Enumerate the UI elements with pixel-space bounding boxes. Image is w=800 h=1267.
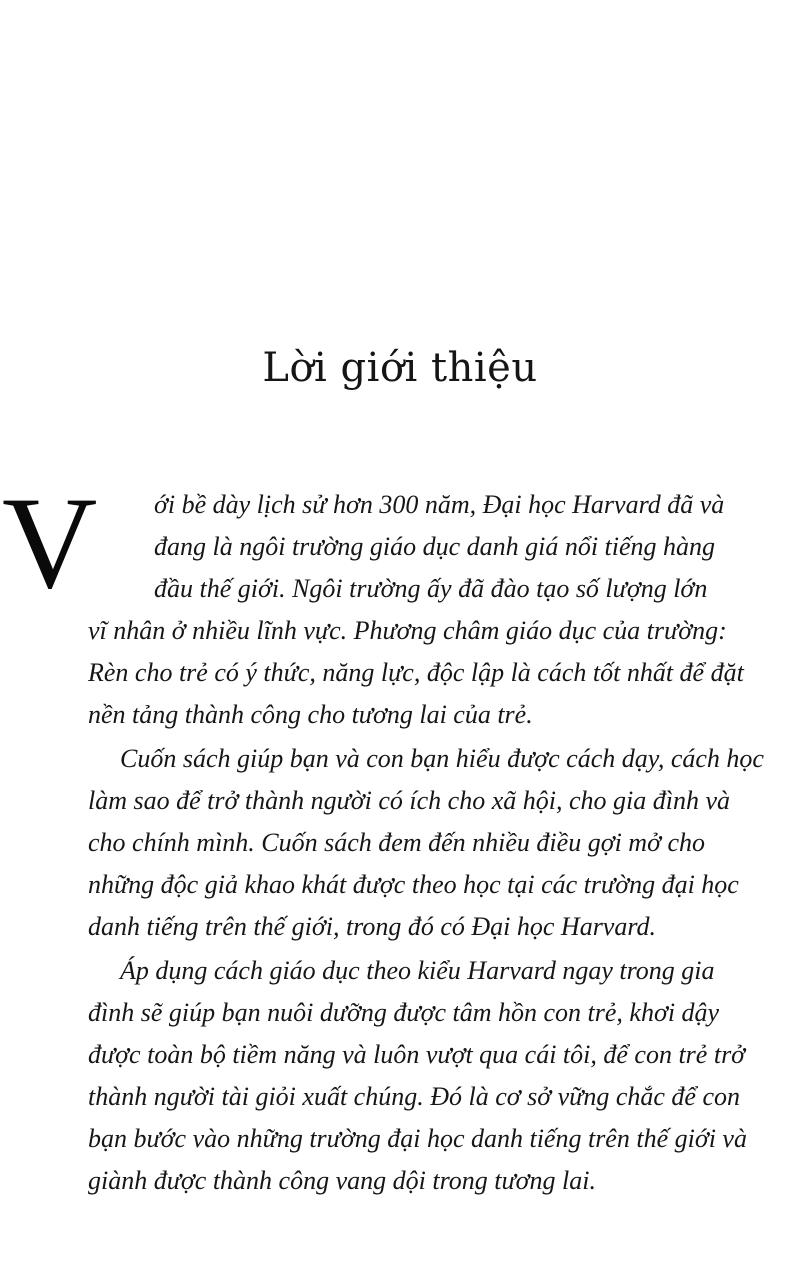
text-line: Áp dụng cách giáo dục theo kiểu Harvard ngay trong gia bbox=[120, 956, 715, 985]
text-line: giành được thành công vang dội trong tương lai. bbox=[88, 1166, 596, 1195]
text-line: Rèn cho trẻ có ý thức, năng lực, độc lập là cách tốt nhất để đặt bbox=[88, 658, 744, 687]
text-line: cho chính mình. Cuốn sách đem đến nhiều điều gợi mở cho bbox=[88, 828, 705, 857]
text-line: thành người tài giỏi xuất chúng. Đó là cơ sở vững chắc để con bbox=[88, 1082, 740, 1111]
text-line: được toàn bộ tiềm năng và luôn vượt qua cái tôi, để con trẻ trở bbox=[88, 1040, 746, 1069]
text-line: làm sao để trở thành người có ích cho xã hội, cho gia đình và bbox=[88, 786, 731, 815]
drop-cap: V bbox=[2, 469, 98, 616]
text-line: danh tiếng trên thế giới, trong đó có Đại học Harvard. bbox=[88, 912, 657, 941]
text-line: những độc giả khao khát được theo học tại các trường đại học bbox=[88, 870, 739, 899]
text-line: đình sẽ giúp bạn nuôi dưỡng được tâm hồn con trẻ, khơi dậy bbox=[88, 998, 720, 1027]
text-line: vĩ nhân ở nhiều lĩnh vực. Phương châm giáo dục của trường: bbox=[88, 616, 727, 645]
text-line: Cuốn sách giúp bạn và con bạn hiểu được cách dạy, cách học bbox=[120, 744, 764, 773]
text-line: nền tảng thành công cho tương lai của trẻ. bbox=[88, 700, 533, 729]
text-line: ới bề dày lịch sử hơn 300 năm, Đại học Harvard đã và bbox=[154, 490, 725, 519]
text-line: đang là ngôi trường giáo dục danh giá nổi tiếng hàng bbox=[154, 532, 716, 561]
text-line: đầu thế giới. Ngôi trường ấy đã đào tạo số lượng lớn bbox=[154, 574, 708, 603]
page-title: Lời giới thiệu bbox=[262, 345, 538, 391]
text-line: bạn bước vào những trường đại học danh tiếng trên thế giới và bbox=[88, 1124, 747, 1153]
